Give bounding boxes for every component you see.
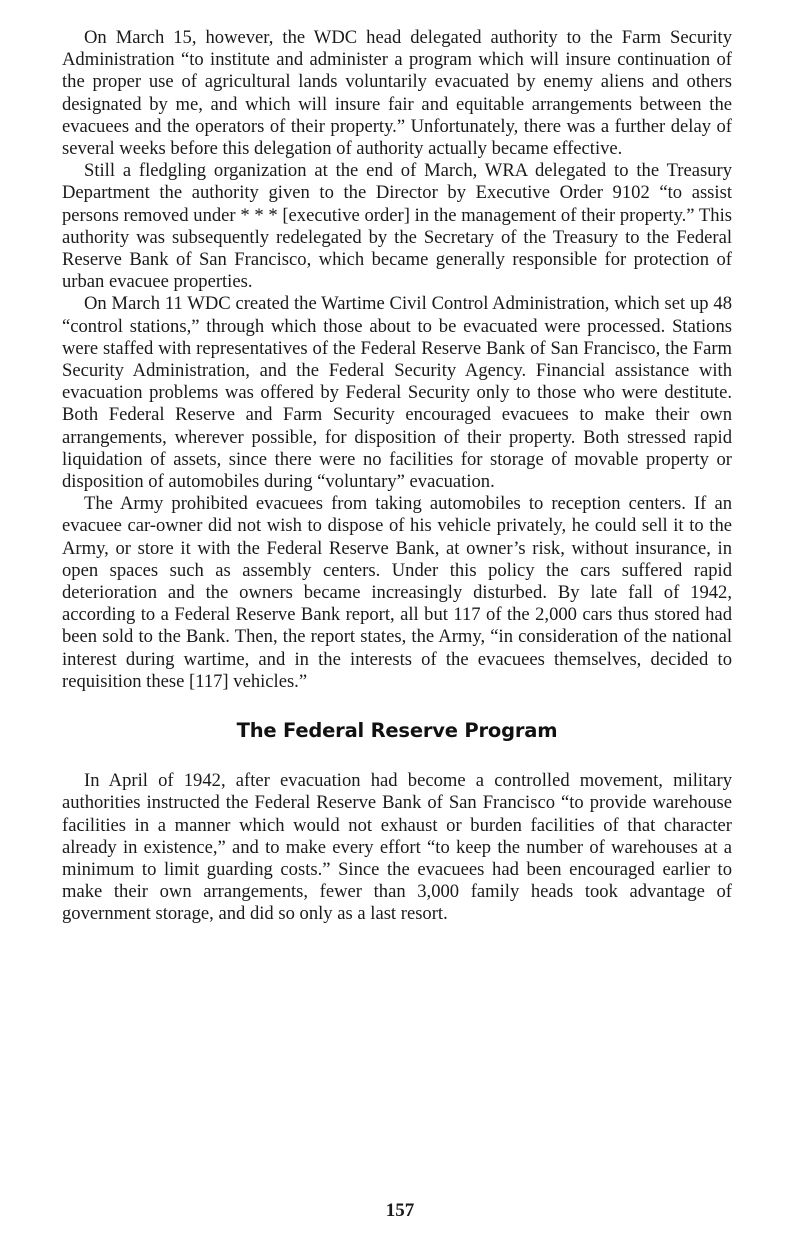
paragraph-wdc-delegation: On March 15, however, the WDC head delegated authority to the Farm Security Administration “to institute and administer a program which will insure continuation of the proper use of agricultural lands voluntarily evacuated by enemy aliens and others designated by me, and which will insure fair and equitable arrangements between the evacuees and the operators of their property.” Unfortunately, there was a further delay of several weeks before this delegation of authority actually became effective. (62, 27, 732, 160)
page-number: 157 (385, 1200, 415, 1221)
section-heading: The Federal Reserve Program (236, 719, 558, 743)
paragraph-automobiles: The Army prohibited evacuees from taking automobiles to reception centers. If an evacuee car-owner did not wish to dispose of his vehicle privately, he could sell it to the Army, or store it with the Federal Reserve Bank, at owner’s risk, without insurance, in open spaces such as assembly centers. Under this policy the cars suffered rapid deterioration and the owners became increasingly disturbed. By late fall of 1942, according to a Federal Reserve Bank report, all but 117 of the 2,000 cars thus stored had been sold to the Bank. Then, the report states, the Army, “in consideration of the national interest during wartime, and in the interests of the evacuees themselves, decided to requisition these [117] vehicles.” (62, 493, 732, 692)
paragraph-treasury-delegation: Still a fledgling organization at the end of March, WRA delegated to the Treasury Department the authority given to the Director by Executive Order 9102 “to assist persons removed under * * * [executive order] in the management of their property.” This authority was subsequently redelegated by the Secretary of the Treasury to the Federal Reserve Bank of San Francisco, which became generally responsible for protection of urban evacuee properties. (62, 160, 732, 293)
paragraph-control-stations: On March 11 WDC created the Wartime Civil Control Administration, which set up 48 “control stations,” through which those about to be evacuated were processed. Stations were staffed with representatives of the Federal Reserve Bank of San Francisco, the Farm Security Administration, and the Federal Security Agency. Financial assistance with evacuation problems was offered by Federal Security only to those who were destitute. Both Federal Reserve and Farm Security encouraged evacuees to make their own arrangements, wherever possible, for disposition of their property. Both stressed rapid liquidation of assets, since there were no facilities for storage of movable property or disposition of automobiles during “voluntary” evacuation. (62, 293, 732, 493)
paragraph-warehouse-facilities: In April of 1942, after evacuation had become a controlled movement, military authorities instructed the Federal Reserve Bank of San Francisco “to provide warehouse facilities in a manner which would not exhaust or burden facilities of that character already in existence,” and to make every effort “to keep the number of warehouses at a minimum to limit guarding costs.” Since the evacuees had been encouraged earlier to make their own arrangements, fewer than 3,000 family heads took advantage of government storage, and did so only as a last resort. (62, 770, 732, 925)
page-body (62, 27, 732, 926)
